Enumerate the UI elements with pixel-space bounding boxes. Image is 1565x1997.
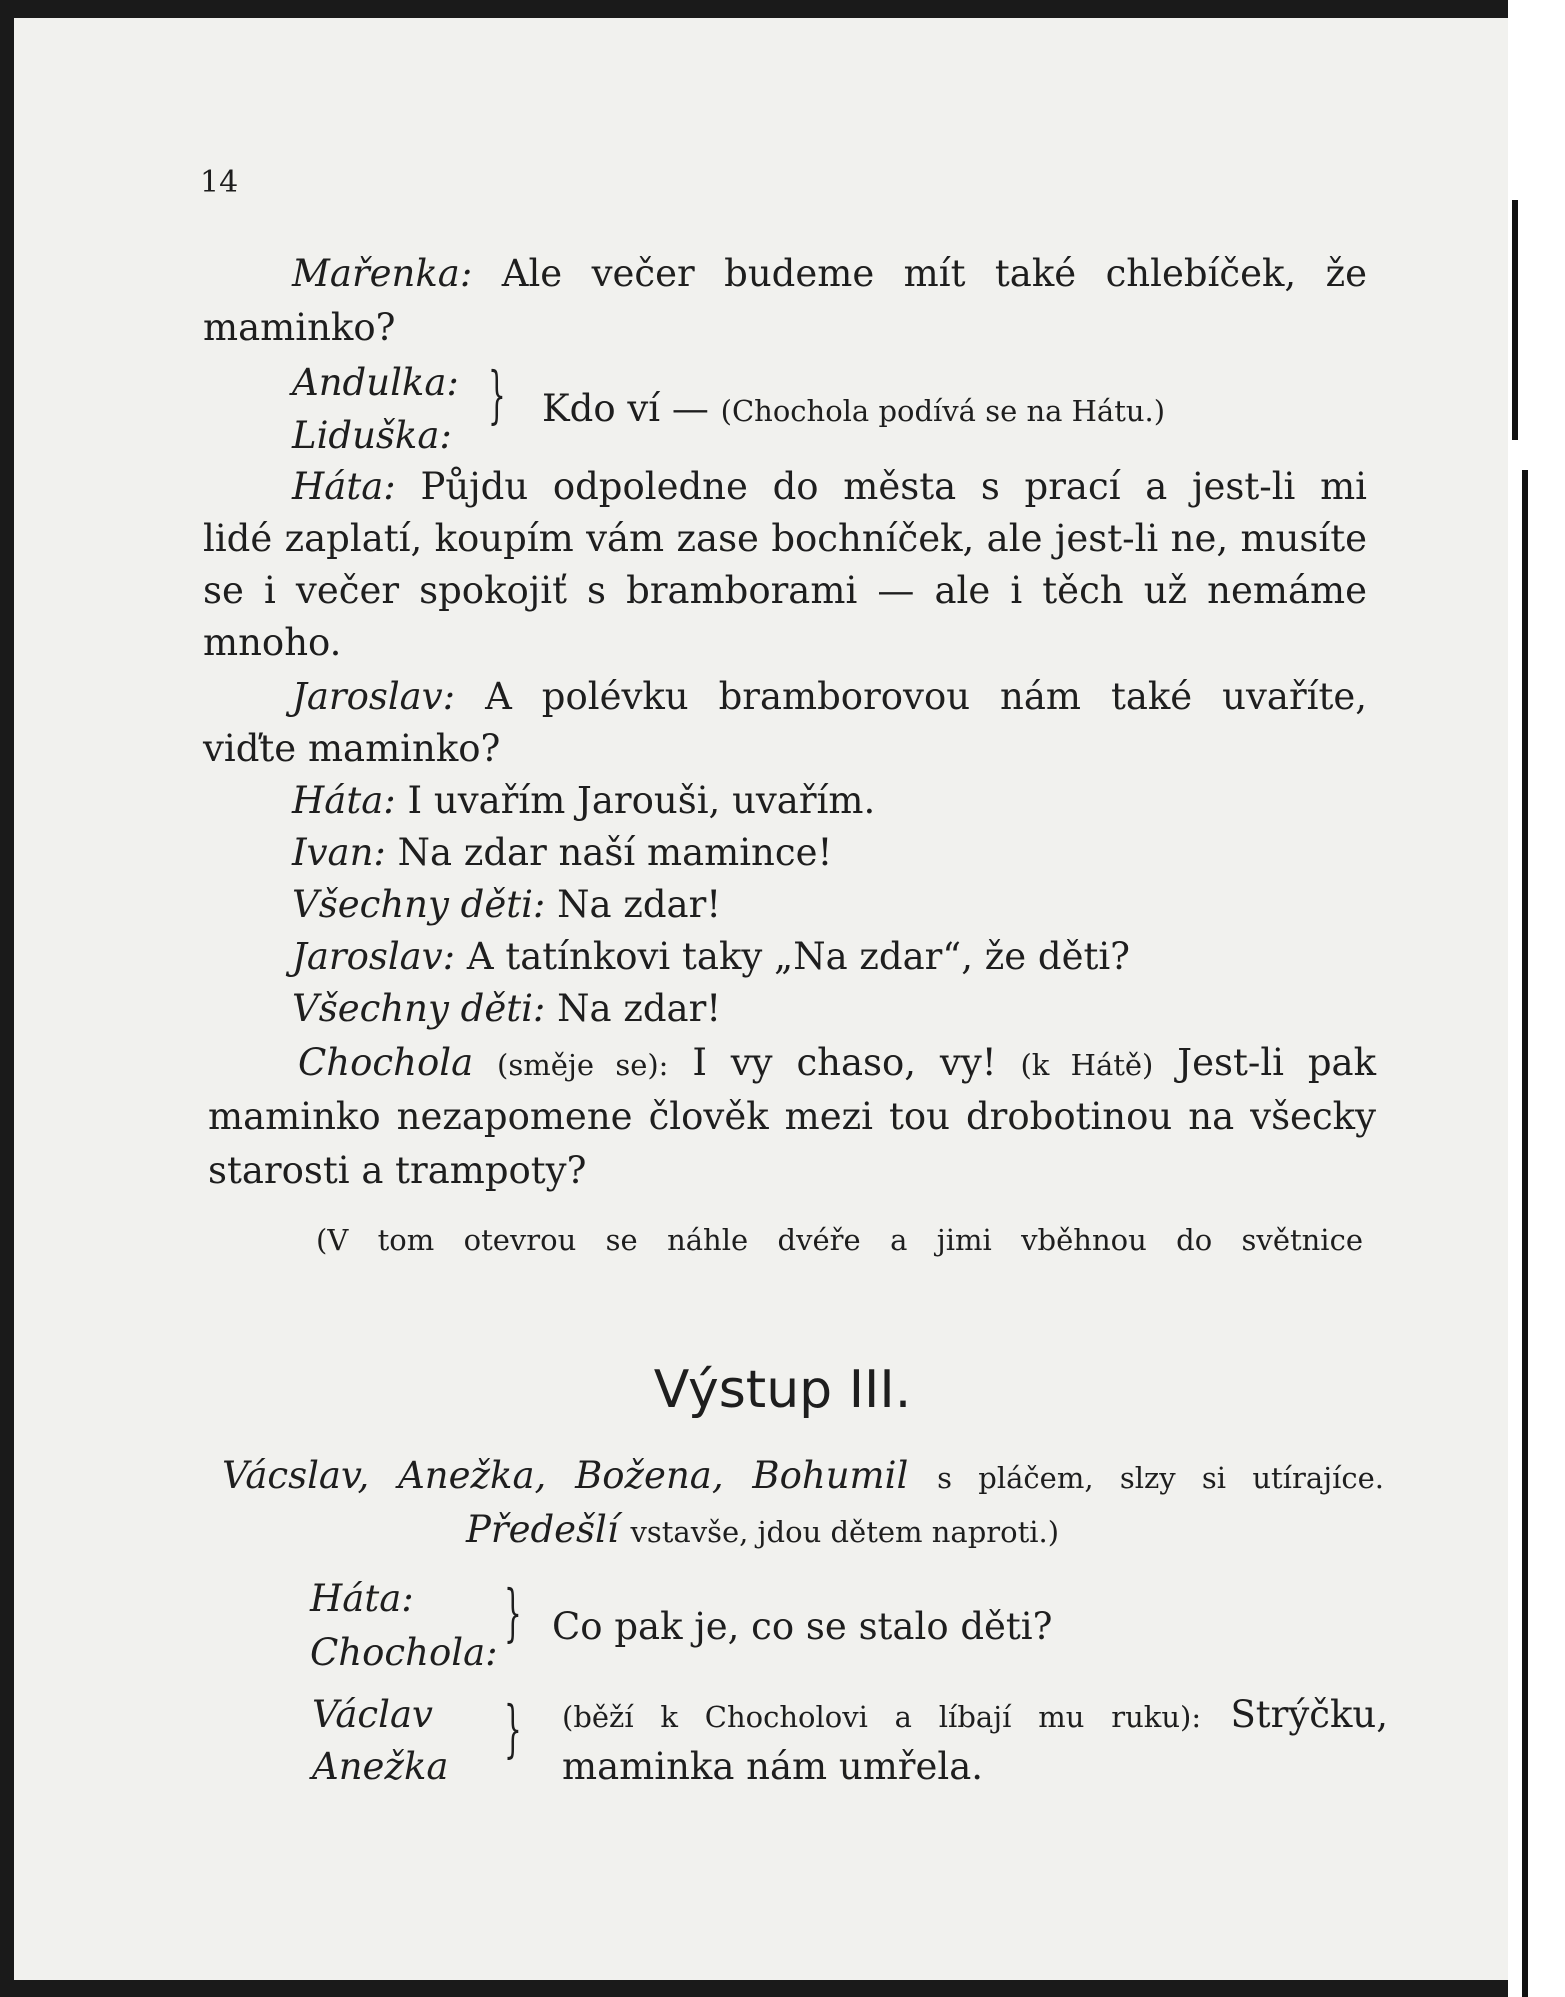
speech: Jest-li pak [1177, 1041, 1377, 1084]
speaker-name: Liduška: [292, 414, 452, 457]
stage-direction: (směje se): [497, 1048, 669, 1082]
stage-direction: s pláčem, slzy si utírajíce. [937, 1461, 1384, 1495]
text-line [298, 1041, 1377, 1084]
stage-direction: (V tom otevrou se náhle dvéře a jimi vběhnou do světnice [316, 1223, 1363, 1257]
text-line: viďte maminko? [203, 727, 501, 770]
speaker-name: Anežka [312, 1745, 449, 1788]
text-line [466, 1508, 1060, 1551]
speaker-brace: } [504, 1576, 522, 1649]
text-line: se i večer spokojiť s bramborami — ale i těch už nemáme [203, 569, 1367, 612]
text-line: mnoho. [203, 621, 342, 664]
text-line [292, 935, 1131, 978]
stage-direction: (k Hátě) [1020, 1048, 1154, 1082]
text-line [562, 1693, 1388, 1736]
text-line: maminko nezapomene člověk mezi tou drobotinou na všecky [208, 1095, 1376, 1138]
scene-heading: Výstup III. [653, 1360, 912, 1420]
stage-direction: vstavše, jdou dětem naproti.) [630, 1515, 1060, 1549]
speech: Na zdar! [557, 987, 722, 1030]
text-line: starosti a trampoty? [208, 1149, 587, 1192]
speech: I vy chaso, vy! [692, 1041, 997, 1084]
text-line [292, 465, 1367, 508]
stage-direction: (Chochola podívá se na Hátu.) [720, 394, 1166, 428]
text-line [292, 675, 1368, 718]
speech: Na zdar naší mamince! [397, 831, 833, 874]
speaker-name: Háta: [292, 779, 396, 822]
speech: Půjdu odpoledne do města s prací a jest-li mi [420, 465, 1367, 508]
text-line [292, 779, 876, 822]
speaker-name: Háta: [310, 1577, 414, 1620]
speaker-name: Václav [312, 1693, 433, 1736]
speaker-brace: } [504, 1692, 522, 1765]
text-line [292, 831, 833, 874]
speaker-name: Všechny děti: [292, 987, 546, 1030]
text-line: maminko? [203, 306, 396, 349]
speech: Kdo ví — [542, 387, 709, 430]
speaker-name: Všechny děti: [292, 883, 546, 926]
text-line: lidé zaplatí, koupím vám zase bochníček, ale jest-li ne, musíte [203, 517, 1367, 560]
speaker-name: Chochola: [310, 1631, 498, 1674]
speaker-brace: } [488, 358, 506, 431]
speaker-name: Háta: [292, 465, 396, 508]
speaker-name: Mařenka: [292, 252, 473, 295]
speaker-name: Chochola [298, 1041, 474, 1084]
speech: Strýčku, [1230, 1693, 1388, 1736]
speech: Ale večer budeme mít také chlebíček, že [501, 252, 1367, 295]
text-line [222, 1454, 1384, 1497]
speaker-name: Jaroslav: [292, 935, 456, 978]
character-names: Vácslav, Anežka, Božena, Bohumil [222, 1454, 909, 1497]
page-edge [1508, 0, 1565, 1997]
speech: A polévku bramborovou nám také uvaříte, [485, 675, 1368, 718]
edge-mark [1522, 470, 1528, 1997]
speaker-name: Andulka: [292, 361, 459, 404]
text-line [292, 987, 722, 1030]
text-line [542, 387, 1166, 430]
stage-direction: (běží k Chocholovi a líbají mu ruku): [562, 1700, 1202, 1734]
speech: I uvařím Jarouši, uvařím. [407, 779, 876, 822]
speech: Na zdar! [557, 883, 722, 926]
character-names: Předešlí [466, 1508, 619, 1551]
speech: maminka nám umřela. [562, 1745, 984, 1788]
text-line [292, 883, 722, 926]
text-line [292, 252, 1367, 295]
speech: A tatínkovi taky „Na zdar“, že děti? [466, 935, 1131, 978]
speech: Co pak je, co se stalo děti? [552, 1605, 1053, 1648]
edge-mark [1512, 200, 1518, 440]
speaker-name: Ivan: [292, 831, 386, 874]
page-number: 14 [200, 165, 239, 200]
speaker-name: Jaroslav: [292, 675, 456, 718]
